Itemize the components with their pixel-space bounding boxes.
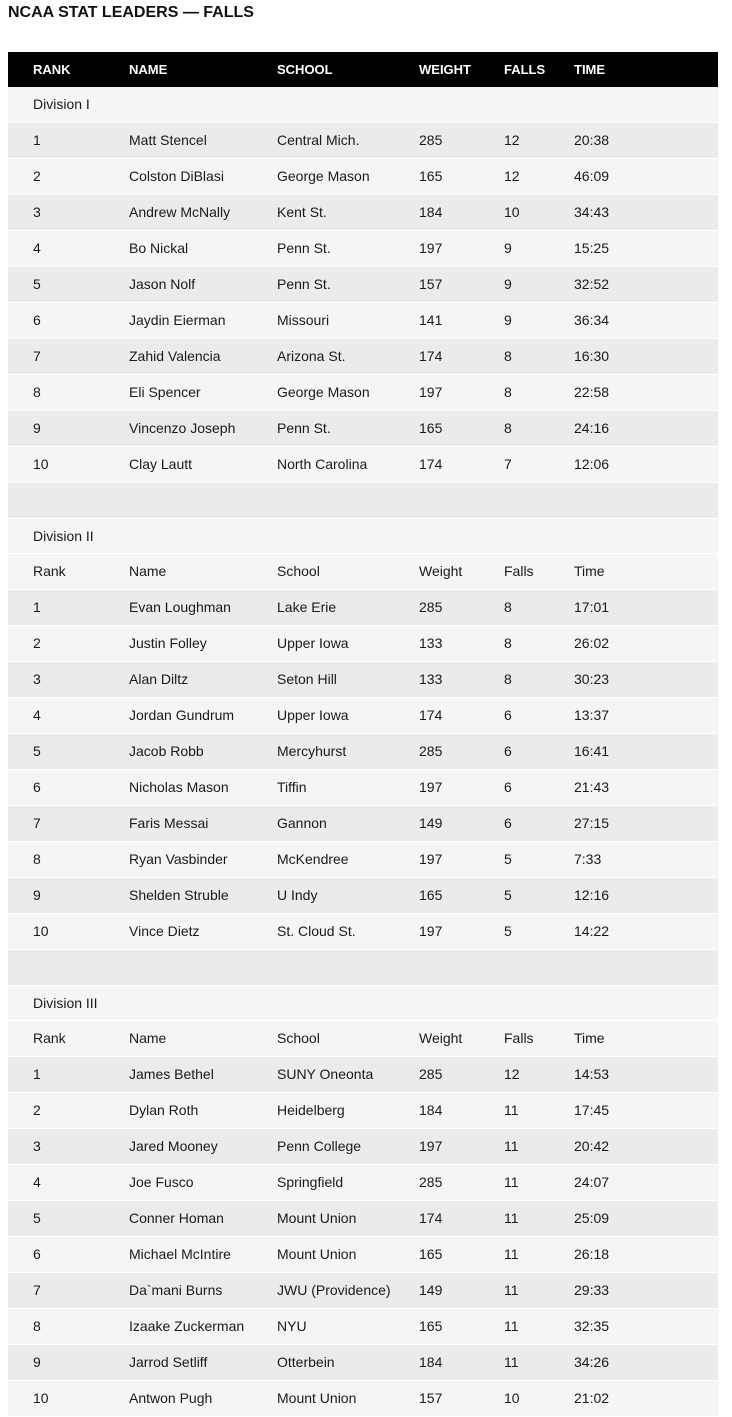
- cell-falls: 10: [504, 1380, 574, 1416]
- cell-school: Seton Hill: [277, 661, 419, 697]
- cell-school: Heidelberg: [277, 1092, 419, 1128]
- cell-weight: 157: [419, 1380, 504, 1416]
- cell-rank: 2: [8, 1092, 129, 1128]
- cell-name: Jaydin Eierman: [129, 302, 277, 338]
- cell-weight: 133: [419, 625, 504, 661]
- table-row: [8, 805, 718, 841]
- table-row: [8, 302, 718, 338]
- cell-time: 21:43: [574, 769, 718, 805]
- cell-falls: 12: [504, 122, 574, 158]
- sub-header-falls: Falls: [504, 553, 574, 589]
- cell-falls: 5: [504, 913, 574, 949]
- cell-rank: 5: [8, 733, 129, 769]
- cell-school: George Mason: [277, 158, 419, 194]
- cell-falls: 5: [504, 877, 574, 913]
- division-title-row: [8, 985, 718, 1020]
- cell-name: Da`mani Burns: [129, 1272, 277, 1308]
- cell-name: Zahid Valencia: [129, 338, 277, 374]
- cell-name: Vincenzo Joseph: [129, 410, 277, 446]
- table-row: [8, 1236, 718, 1272]
- cell-falls: 5: [504, 841, 574, 877]
- cell-weight: 197: [419, 841, 504, 877]
- cell-school: Springfield: [277, 1164, 419, 1200]
- cell-falls: 6: [504, 697, 574, 733]
- table-row: [8, 1308, 718, 1344]
- division-title: Division I: [8, 87, 718, 122]
- cell-rank: 3: [8, 194, 129, 230]
- table-header-row: [8, 52, 718, 87]
- spacer-cell: [8, 482, 718, 518]
- cell-weight: 197: [419, 913, 504, 949]
- cell-school: Central Mich.: [277, 122, 419, 158]
- cell-time: 34:43: [574, 194, 718, 230]
- cell-rank: 10: [8, 446, 129, 482]
- cell-weight: 197: [419, 230, 504, 266]
- cell-falls: 6: [504, 769, 574, 805]
- column-header-school: SCHOOL: [277, 52, 419, 87]
- cell-rank: 8: [8, 1308, 129, 1344]
- cell-rank: 3: [8, 1128, 129, 1164]
- cell-school: U Indy: [277, 877, 419, 913]
- cell-falls: 12: [504, 158, 574, 194]
- cell-time: 29:33: [574, 1272, 718, 1308]
- cell-school: Upper Iowa: [277, 625, 419, 661]
- spacer-cell: [8, 949, 718, 985]
- sub-header-name: Name: [129, 1020, 277, 1056]
- cell-rank: 7: [8, 805, 129, 841]
- cell-school: Tiffin: [277, 769, 419, 805]
- page-title: NCAA STAT LEADERS — FALLS: [8, 4, 254, 21]
- division-spacer-row: [8, 482, 718, 518]
- cell-name: Andrew McNally: [129, 194, 277, 230]
- cell-name: Ryan Vasbinder: [129, 841, 277, 877]
- cell-school: Mount Union: [277, 1380, 419, 1416]
- column-header-time: TIME: [574, 52, 718, 87]
- cell-school: JWU (Providence): [277, 1272, 419, 1308]
- cell-falls: 9: [504, 266, 574, 302]
- cell-weight: 165: [419, 158, 504, 194]
- sub-header-time: Time: [574, 553, 718, 589]
- table-row: [8, 230, 718, 266]
- cell-falls: 11: [504, 1128, 574, 1164]
- cell-rank: 2: [8, 625, 129, 661]
- cell-rank: 1: [8, 122, 129, 158]
- division-spacer-row: [8, 949, 718, 985]
- cell-rank: 4: [8, 697, 129, 733]
- table-row: [8, 1380, 718, 1416]
- cell-falls: 11: [504, 1092, 574, 1128]
- cell-weight: 184: [419, 194, 504, 230]
- cell-rank: 6: [8, 1236, 129, 1272]
- cell-rank: 10: [8, 913, 129, 949]
- cell-weight: 165: [419, 1236, 504, 1272]
- cell-time: 24:07: [574, 1164, 718, 1200]
- division-title-row: [8, 518, 718, 553]
- cell-rank: 10: [8, 1380, 129, 1416]
- cell-rank: 9: [8, 410, 129, 446]
- cell-time: 14:53: [574, 1056, 718, 1092]
- cell-school: Penn St.: [277, 266, 419, 302]
- cell-falls: 8: [504, 589, 574, 625]
- cell-rank: 5: [8, 266, 129, 302]
- cell-name: Bo Nickal: [129, 230, 277, 266]
- cell-falls: 8: [504, 410, 574, 446]
- cell-rank: 1: [8, 1056, 129, 1092]
- cell-falls: 7: [504, 446, 574, 482]
- division-title: Division III: [8, 985, 718, 1020]
- cell-time: 14:22: [574, 913, 718, 949]
- cell-time: 12:06: [574, 446, 718, 482]
- cell-school: SUNY Oneonta: [277, 1056, 419, 1092]
- column-header-name: NAME: [129, 52, 277, 87]
- cell-name: Joe Fusco: [129, 1164, 277, 1200]
- cell-time: 32:52: [574, 266, 718, 302]
- cell-rank: 6: [8, 302, 129, 338]
- cell-time: 15:25: [574, 230, 718, 266]
- cell-weight: 133: [419, 661, 504, 697]
- cell-weight: 197: [419, 769, 504, 805]
- cell-name: Alan Diltz: [129, 661, 277, 697]
- table-row: [8, 446, 718, 482]
- cell-weight: 285: [419, 589, 504, 625]
- table-row: [8, 1344, 718, 1380]
- cell-time: 13:37: [574, 697, 718, 733]
- cell-school: NYU: [277, 1308, 419, 1344]
- cell-rank: 4: [8, 230, 129, 266]
- cell-falls: 6: [504, 805, 574, 841]
- cell-time: 20:38: [574, 122, 718, 158]
- cell-weight: 165: [419, 1308, 504, 1344]
- cell-falls: 9: [504, 230, 574, 266]
- sub-header-time: Time: [574, 1020, 718, 1056]
- cell-falls: 10: [504, 194, 574, 230]
- cell-weight: 165: [419, 877, 504, 913]
- cell-name: James Bethel: [129, 1056, 277, 1092]
- table-body: [8, 87, 718, 1416]
- cell-rank: 8: [8, 374, 129, 410]
- cell-rank: 7: [8, 1272, 129, 1308]
- cell-name: Justin Folley: [129, 625, 277, 661]
- cell-name: Dylan Roth: [129, 1092, 277, 1128]
- table-row: [8, 1056, 718, 1092]
- cell-weight: 285: [419, 122, 504, 158]
- cell-school: St. Cloud St.: [277, 913, 419, 949]
- cell-time: 21:02: [574, 1380, 718, 1416]
- table-row: [8, 1272, 718, 1308]
- cell-name: Jordan Gundrum: [129, 697, 277, 733]
- table-row: [8, 158, 718, 194]
- cell-weight: 174: [419, 1200, 504, 1236]
- cell-time: 17:45: [574, 1092, 718, 1128]
- sub-header-falls: Falls: [504, 1020, 574, 1056]
- cell-time: 22:58: [574, 374, 718, 410]
- cell-falls: 11: [504, 1308, 574, 1344]
- sub-header-name: Name: [129, 553, 277, 589]
- table-row: [8, 625, 718, 661]
- cell-falls: 8: [504, 374, 574, 410]
- cell-rank: 4: [8, 1164, 129, 1200]
- cell-school: North Carolina: [277, 446, 419, 482]
- cell-school: McKendree: [277, 841, 419, 877]
- cell-weight: 174: [419, 697, 504, 733]
- table-row: [8, 374, 718, 410]
- cell-name: Shelden Struble: [129, 877, 277, 913]
- cell-name: Michael McIntire: [129, 1236, 277, 1272]
- table-row: [8, 733, 718, 769]
- table-row: [8, 697, 718, 733]
- cell-time: 12:16: [574, 877, 718, 913]
- table-row: [8, 410, 718, 446]
- cell-rank: 9: [8, 1344, 129, 1380]
- table-row: [8, 913, 718, 949]
- cell-name: Evan Loughman: [129, 589, 277, 625]
- cell-time: 27:15: [574, 805, 718, 841]
- table-row: [8, 194, 718, 230]
- cell-weight: 165: [419, 410, 504, 446]
- cell-rank: 7: [8, 338, 129, 374]
- cell-school: Penn St.: [277, 230, 419, 266]
- cell-weight: 197: [419, 374, 504, 410]
- sub-header-weight: Weight: [419, 553, 504, 589]
- column-header-falls: FALLS: [504, 52, 574, 87]
- cell-falls: 6: [504, 733, 574, 769]
- cell-school: Arizona St.: [277, 338, 419, 374]
- cell-rank: 6: [8, 769, 129, 805]
- cell-falls: 9: [504, 302, 574, 338]
- cell-name: Jarrod Setliff: [129, 1344, 277, 1380]
- table-row: [8, 338, 718, 374]
- sub-header-rank: Rank: [8, 553, 129, 589]
- table-row: [8, 877, 718, 913]
- cell-name: Clay Lautt: [129, 446, 277, 482]
- cell-name: Jason Nolf: [129, 266, 277, 302]
- cell-falls: 8: [504, 625, 574, 661]
- cell-rank: 2: [8, 158, 129, 194]
- cell-time: 36:34: [574, 302, 718, 338]
- cell-rank: 3: [8, 661, 129, 697]
- division-title: Division II: [8, 518, 718, 553]
- cell-name: Izaake Zuckerman: [129, 1308, 277, 1344]
- sub-header-rank: Rank: [8, 1020, 129, 1056]
- cell-weight: 174: [419, 338, 504, 374]
- cell-time: 17:01: [574, 589, 718, 625]
- cell-falls: 11: [504, 1236, 574, 1272]
- table-row: [8, 769, 718, 805]
- cell-rank: 9: [8, 877, 129, 913]
- cell-time: 26:02: [574, 625, 718, 661]
- cell-time: 20:42: [574, 1128, 718, 1164]
- cell-name: Vince Dietz: [129, 913, 277, 949]
- cell-falls: 11: [504, 1200, 574, 1236]
- cell-school: Penn College: [277, 1128, 419, 1164]
- cell-school: Missouri: [277, 302, 419, 338]
- table-row: [8, 1164, 718, 1200]
- cell-falls: 12: [504, 1056, 574, 1092]
- cell-weight: 285: [419, 1056, 504, 1092]
- cell-time: 34:26: [574, 1344, 718, 1380]
- column-header-weight: WEIGHT: [419, 52, 504, 87]
- table-row: [8, 122, 718, 158]
- falls-leaders-table: [8, 52, 718, 1417]
- cell-school: Mount Union: [277, 1236, 419, 1272]
- table-row: [8, 589, 718, 625]
- cell-falls: 8: [504, 661, 574, 697]
- table-row: [8, 266, 718, 302]
- cell-school: Kent St.: [277, 194, 419, 230]
- table-row: [8, 661, 718, 697]
- cell-weight: 184: [419, 1092, 504, 1128]
- cell-school: Lake Erie: [277, 589, 419, 625]
- cell-name: Colston DiBlasi: [129, 158, 277, 194]
- column-header-rank: RANK: [8, 52, 129, 87]
- cell-time: 7:33: [574, 841, 718, 877]
- cell-rank: 8: [8, 841, 129, 877]
- cell-time: 32:35: [574, 1308, 718, 1344]
- cell-name: Matt Stencel: [129, 122, 277, 158]
- division-title-row: [8, 87, 718, 122]
- cell-time: 25:09: [574, 1200, 718, 1236]
- cell-name: Eli Spencer: [129, 374, 277, 410]
- table-row: [8, 1092, 718, 1128]
- cell-weight: 149: [419, 1272, 504, 1308]
- cell-school: Gannon: [277, 805, 419, 841]
- cell-name: Faris Messai: [129, 805, 277, 841]
- cell-school: Mount Union: [277, 1200, 419, 1236]
- cell-weight: 149: [419, 805, 504, 841]
- cell-time: 16:30: [574, 338, 718, 374]
- cell-weight: 157: [419, 266, 504, 302]
- cell-time: 16:41: [574, 733, 718, 769]
- cell-name: Jared Mooney: [129, 1128, 277, 1164]
- cell-name: Jacob Robb: [129, 733, 277, 769]
- cell-falls: 11: [504, 1344, 574, 1380]
- cell-time: 24:16: [574, 410, 718, 446]
- cell-school: Otterbein: [277, 1344, 419, 1380]
- table-row: [8, 1128, 718, 1164]
- cell-school: Upper Iowa: [277, 697, 419, 733]
- cell-falls: 8: [504, 338, 574, 374]
- sub-header-weight: Weight: [419, 1020, 504, 1056]
- cell-weight: 285: [419, 1164, 504, 1200]
- cell-time: 26:18: [574, 1236, 718, 1272]
- cell-school: George Mason: [277, 374, 419, 410]
- cell-school: Penn St.: [277, 410, 419, 446]
- cell-weight: 141: [419, 302, 504, 338]
- cell-school: Mercyhurst: [277, 733, 419, 769]
- cell-rank: 5: [8, 1200, 129, 1236]
- sub-header-row: [8, 553, 718, 589]
- cell-name: Conner Homan: [129, 1200, 277, 1236]
- cell-weight: 184: [419, 1344, 504, 1380]
- cell-falls: 11: [504, 1272, 574, 1308]
- sub-header-school: School: [277, 553, 419, 589]
- cell-name: Nicholas Mason: [129, 769, 277, 805]
- cell-time: 46:09: [574, 158, 718, 194]
- cell-weight: 174: [419, 446, 504, 482]
- cell-falls: 11: [504, 1164, 574, 1200]
- sub-header-school: School: [277, 1020, 419, 1056]
- sub-header-row: [8, 1020, 718, 1056]
- cell-rank: 1: [8, 589, 129, 625]
- cell-name: Antwon Pugh: [129, 1380, 277, 1416]
- cell-weight: 197: [419, 1128, 504, 1164]
- cell-time: 30:23: [574, 661, 718, 697]
- table-row: [8, 1200, 718, 1236]
- table-row: [8, 841, 718, 877]
- cell-weight: 285: [419, 733, 504, 769]
